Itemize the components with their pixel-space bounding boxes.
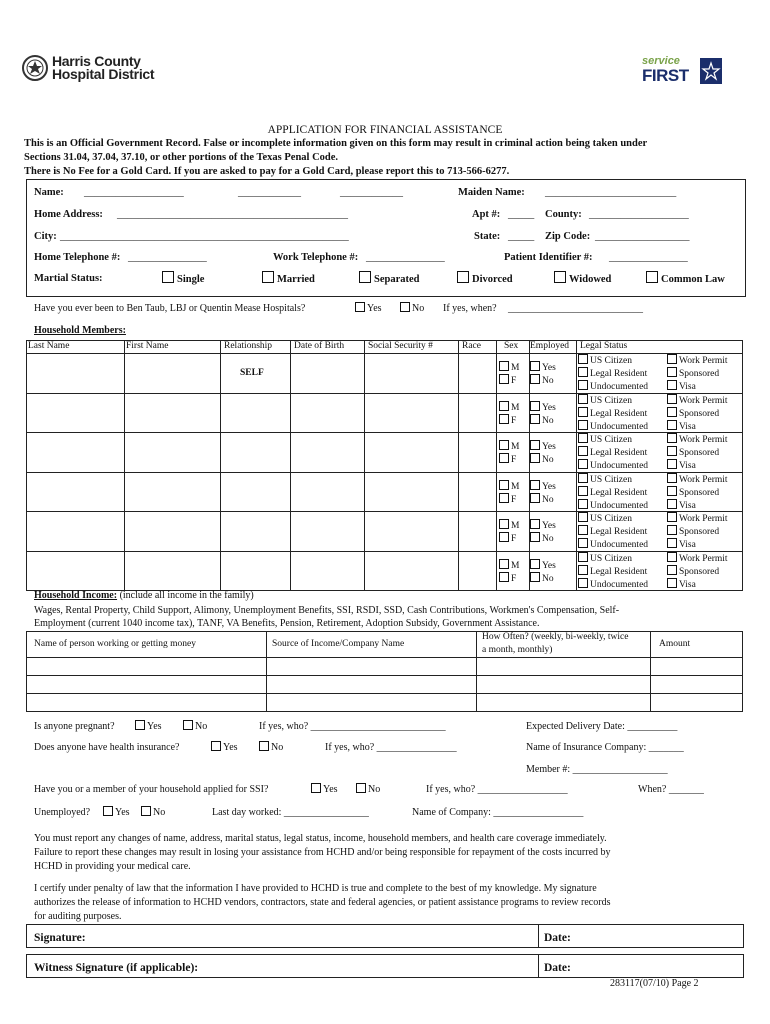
checkbox-icon[interactable] — [141, 806, 151, 816]
marital-widowed-option[interactable]: Widowed — [554, 271, 611, 285]
notice-line-1: This is an Official Government Record. False or incomplete information given on this form may result in criminal action being taken under — [24, 138, 648, 149]
checkbox-icon[interactable] — [499, 572, 509, 582]
checkbox-icon[interactable] — [530, 519, 540, 529]
sex-option-f[interactable]: F — [499, 453, 516, 465]
checkbox-icon[interactable] — [667, 459, 677, 469]
sex-option-f[interactable]: F — [499, 532, 516, 544]
checkbox-icon[interactable] — [578, 486, 588, 496]
legal-status-option[interactable]: US Citizen — [578, 512, 632, 524]
legal-status-option[interactable]: Undocumented — [578, 578, 648, 590]
report-changes-line-1: You must report any changes of name, address, marital status, legal status, income, household members, and health care coverage immediately. — [34, 833, 607, 844]
checkbox-icon[interactable] — [499, 519, 509, 529]
legal-status-option[interactable]: Undocumented — [578, 380, 648, 392]
legal-status-option[interactable]: Sponsored — [667, 525, 719, 537]
checkbox-icon[interactable] — [578, 525, 588, 535]
county-label: County: — [545, 209, 582, 220]
household-column-header: Last Name — [28, 341, 70, 351]
state-label: State: — [474, 231, 501, 242]
checkbox-icon[interactable] — [499, 493, 509, 503]
checkbox-icon[interactable] — [667, 525, 677, 535]
checkbox-icon[interactable] — [262, 271, 274, 283]
checkbox-icon[interactable] — [578, 354, 588, 364]
legal-status-option[interactable]: Work Permit — [667, 394, 728, 406]
employed-option-yes[interactable]: Yes — [530, 401, 556, 413]
checkbox-icon[interactable] — [499, 361, 509, 371]
certify-line-2: authorizes the release of information to HCHD vendors, contractors, state and federal agencies, or patient assistance programs to review records — [34, 897, 611, 908]
service-first-logo — [642, 55, 724, 87]
income-row[interactable] — [26, 657, 742, 675]
marital-status-label: Martial Status: — [34, 273, 103, 284]
service-word: service — [642, 55, 680, 67]
sex-option-f[interactable]: F — [499, 374, 516, 386]
checkbox-icon[interactable] — [667, 512, 677, 522]
checkbox-icon[interactable] — [259, 741, 269, 751]
household-members-heading: Household Members: — [34, 325, 126, 336]
checkbox-icon[interactable] — [359, 271, 371, 283]
insurance-who-field[interactable]: If yes, who? ________________ — [325, 742, 457, 753]
checkbox-icon[interactable] — [667, 367, 677, 377]
apt-field[interactable]: _____ — [508, 209, 535, 220]
state-field[interactable]: _____ — [508, 231, 535, 242]
checkbox-icon[interactable] — [667, 407, 677, 417]
member-number-field[interactable]: Member #: ___________________ — [526, 764, 668, 775]
legal-status-option[interactable]: Undocumented — [578, 459, 648, 471]
unemployed-no-option[interactable]: No — [141, 806, 165, 818]
certify-line-3: for auditing purposes. — [34, 911, 122, 922]
employed-option-yes[interactable]: Yes — [530, 361, 556, 373]
checkbox-icon[interactable] — [211, 741, 221, 751]
form-number-footer: 283117(07/10) Page 2 — [610, 978, 699, 989]
sex-option-f[interactable]: F — [499, 414, 516, 426]
legal-status-option[interactable]: Legal Resident — [578, 486, 647, 498]
checkbox-icon[interactable] — [578, 459, 588, 469]
checkbox-icon[interactable] — [530, 453, 540, 463]
county-seal-icon — [22, 55, 48, 81]
checkbox-icon[interactable] — [183, 720, 193, 730]
checkbox-icon[interactable] — [667, 394, 677, 404]
checkbox-icon[interactable] — [530, 493, 540, 503]
checkbox-icon[interactable] — [499, 401, 509, 411]
checkbox-icon[interactable] — [667, 486, 677, 496]
employed-option-no[interactable]: No — [530, 414, 554, 426]
self-label: SELF — [240, 368, 264, 378]
home-phone-field[interactable]: _______________ — [128, 252, 207, 263]
household-column-header: Race — [462, 341, 481, 351]
legal-status-option[interactable]: Visa — [667, 380, 696, 392]
checkbox-icon[interactable] — [667, 380, 677, 390]
employed-option-no[interactable]: No — [530, 453, 554, 465]
report-changes-line-3: HCHD in providing your medical care. — [34, 861, 191, 872]
home-address-field[interactable]: ____________________________________________ — [117, 209, 348, 220]
checkbox-icon[interactable] — [578, 538, 588, 548]
checkbox-icon[interactable] — [530, 572, 540, 582]
ssi-no-option[interactable]: No — [356, 783, 380, 795]
legal-status-option[interactable]: US Citizen — [578, 552, 632, 564]
legal-status-option[interactable]: Work Permit — [667, 433, 728, 445]
household-column-header: Employed — [530, 341, 570, 351]
notice-line-3: There is No Fee for a Gold Card. If you are asked to pay for a Gold Card, please report this to 713-566-6277. — [24, 166, 510, 177]
unemployed-question: Unemployed? — [34, 807, 91, 818]
employed-option-no[interactable]: No — [530, 532, 554, 544]
legal-status-option[interactable]: Legal Resident — [578, 407, 647, 419]
pregnant-no-option[interactable]: No — [183, 720, 207, 732]
checkbox-icon[interactable] — [530, 374, 540, 384]
checkbox-icon[interactable] — [667, 552, 677, 562]
household-column-header: First Name — [126, 341, 169, 351]
checkbox-icon[interactable] — [499, 414, 509, 424]
middle-name-field[interactable]: ____________ — [340, 187, 403, 198]
checkbox-icon[interactable] — [499, 480, 509, 490]
checkbox-icon[interactable] — [667, 565, 677, 575]
checkbox-icon[interactable] — [578, 394, 588, 404]
household-column-header: Sex — [504, 341, 519, 351]
last-name-field[interactable]: ___________________ — [84, 187, 184, 198]
checkbox-icon[interactable] — [311, 783, 321, 793]
ssi-when-field[interactable]: When? _______ — [638, 784, 704, 795]
home-phone-label: Home Telephone #: — [34, 252, 121, 263]
checkbox-icon[interactable] — [530, 401, 540, 411]
income-column-header: Source of Income/Company Name — [272, 639, 405, 649]
checkbox-icon[interactable] — [578, 433, 588, 443]
hchd-logo — [22, 55, 154, 81]
employed-option-yes[interactable]: Yes — [530, 440, 556, 452]
checkbox-icon[interactable] — [578, 420, 588, 430]
checkbox-icon[interactable] — [135, 720, 145, 730]
employed-option-yes[interactable]: Yes — [530, 519, 556, 531]
checkbox-icon[interactable] — [578, 499, 588, 509]
legal-status-option[interactable]: Undocumented — [578, 499, 648, 511]
checkbox-icon[interactable] — [667, 538, 677, 548]
sex-option-m[interactable]: M — [499, 361, 519, 373]
legal-status-option[interactable]: Sponsored — [667, 486, 719, 498]
checkbox-icon[interactable] — [578, 446, 588, 456]
hospital-when-label: If yes, when? — [443, 303, 497, 314]
insurance-no-option[interactable]: No — [259, 741, 283, 753]
marital-married-option[interactable]: Married — [262, 271, 315, 285]
income-column-header: Amount — [659, 639, 691, 649]
legal-status-option[interactable]: US Citizen — [578, 473, 632, 485]
first-word: FIRST — [642, 66, 689, 85]
witness-date-label: Date: — [544, 962, 571, 974]
hospital-when-field[interactable]: ___________________________ — [508, 303, 643, 314]
form-title: APPLICATION FOR FINANCIAL ASSISTANCE — [267, 124, 503, 136]
signature-date-label: Date: — [544, 932, 571, 944]
county-field[interactable]: ___________________ — [589, 209, 689, 220]
home-address-label: Home Address: — [34, 209, 103, 220]
income-column-header: Name of person working or getting money — [34, 639, 196, 649]
legal-status-option[interactable]: US Citizen — [578, 354, 632, 366]
household-column-header: Legal Status — [580, 341, 628, 351]
unemployed-yes-option[interactable]: Yes — [103, 806, 130, 818]
city-field[interactable]: _______________________________________________________ — [60, 231, 349, 242]
household-income-heading: Household Income: (include all income in the family) — [34, 590, 254, 601]
star-icon — [700, 58, 722, 84]
legal-status-option[interactable]: Sponsored — [667, 407, 719, 419]
checkbox-icon[interactable] — [578, 367, 588, 377]
income-column-header: a month, monthly) — [482, 645, 553, 655]
pregnant-question: Is anyone pregnant? — [34, 721, 115, 732]
checkbox-icon[interactable] — [162, 271, 174, 283]
legal-status-option[interactable]: Visa — [667, 499, 696, 511]
hospital-no-option[interactable]: No — [400, 302, 424, 314]
signature-label: Signature: — [34, 932, 86, 944]
marital-separated-option[interactable]: Separated — [359, 271, 420, 285]
apt-label: Apt #: — [472, 209, 501, 220]
checkbox-icon[interactable] — [667, 354, 677, 364]
legal-status-option[interactable]: Legal Resident — [578, 446, 647, 458]
maiden-name-label: Maiden Name: — [458, 187, 525, 198]
checkbox-icon[interactable] — [578, 552, 588, 562]
checkbox-icon[interactable] — [667, 446, 677, 456]
household-column-header: Social Security # — [368, 341, 433, 351]
sex-option-m[interactable]: M — [499, 559, 519, 571]
legal-status-option[interactable]: Sponsored — [667, 367, 719, 379]
household-column-header: Date of Birth — [294, 341, 345, 351]
patient-id-label: Patient Identifier #: — [504, 252, 593, 263]
legal-status-option[interactable]: Undocumented — [578, 420, 648, 432]
hospital-question: Have you ever been to Ben Taub, LBJ or Quentin Mease Hospitals? — [34, 303, 306, 314]
sex-option-m[interactable]: M — [499, 440, 519, 452]
marital-common-law-option[interactable]: Common Law — [646, 271, 725, 285]
work-phone-label: Work Telephone #: — [273, 252, 359, 263]
income-description-1: Wages, Rental Property, Child Support, Alimony, Unemployment Benefits, SSI, RSDI, SSD, Cash Contributions, Workmen's Compensation, Self- — [34, 605, 620, 616]
checkbox-icon[interactable] — [530, 440, 540, 450]
pregnant-who-field[interactable]: If yes, who? ___________________________ — [259, 721, 446, 732]
income-row[interactable] — [26, 675, 742, 693]
employed-option-no[interactable]: No — [530, 572, 554, 584]
report-changes-line-2: Failure to report these changes may result in losing your assistance from HCHD and/or being responsible for repayment of the costs incurred by — [34, 847, 611, 858]
sex-option-f[interactable]: F — [499, 493, 516, 505]
checkbox-icon[interactable] — [578, 578, 588, 588]
witness-signature-label: Witness Signature (if applicable): — [34, 962, 199, 974]
household-column-header: Relationship — [224, 341, 273, 351]
legal-status-option[interactable]: Sponsored — [667, 565, 719, 577]
maiden-name-field[interactable]: _________________________ — [545, 187, 677, 198]
certify-line-1: I certify under penalty of law that the information I have provided to HCHD is true and complete to the best of my knowledge. My signature — [34, 883, 597, 894]
checkbox-icon[interactable] — [667, 578, 677, 588]
company-name-field[interactable]: Name of Company: __________________ — [412, 807, 584, 818]
checkbox-icon[interactable] — [530, 414, 540, 424]
ssi-yes-option[interactable]: Yes — [311, 783, 338, 795]
checkbox-icon[interactable] — [667, 420, 677, 430]
sex-option-m[interactable]: M — [499, 519, 519, 531]
checkbox-icon[interactable] — [554, 271, 566, 283]
checkbox-icon[interactable] — [578, 407, 588, 417]
legal-status-option[interactable]: Legal Resident — [578, 565, 647, 577]
checkbox-icon[interactable] — [499, 559, 509, 569]
sex-option-m[interactable]: M — [499, 401, 519, 413]
insurance-yes-option[interactable]: Yes — [211, 741, 238, 753]
legal-status-option[interactable]: Work Permit — [667, 473, 728, 485]
zip-field[interactable]: __________________ — [595, 231, 690, 242]
pregnant-yes-option[interactable]: Yes — [135, 720, 162, 732]
logo-line-1: Harris County — [52, 53, 141, 69]
checkbox-icon[interactable] — [530, 559, 540, 569]
delivery-date-field[interactable]: Expected Delivery Date: __________ — [526, 721, 678, 732]
checkbox-icon[interactable] — [578, 473, 588, 483]
checkbox-icon[interactable] — [646, 271, 658, 283]
patient-id-field[interactable]: _______________ — [609, 252, 688, 263]
checkbox-icon[interactable] — [667, 433, 677, 443]
checkbox-icon[interactable] — [499, 374, 509, 384]
ssi-who-field[interactable]: If yes, who? __________________ — [426, 784, 568, 795]
legal-status-option[interactable]: Undocumented — [578, 538, 648, 550]
employed-option-yes[interactable]: Yes — [530, 480, 556, 492]
checkbox-icon[interactable] — [530, 532, 540, 542]
legal-status-option[interactable]: Sponsored — [667, 446, 719, 458]
checkbox-icon[interactable] — [578, 380, 588, 390]
zip-label: Zip Code: — [545, 231, 591, 242]
checkbox-icon[interactable] — [667, 499, 677, 509]
sex-option-m[interactable]: M — [499, 480, 519, 492]
legal-status-option[interactable]: Legal Resident — [578, 367, 647, 379]
insurance-question: Does anyone have health insurance? — [34, 742, 180, 753]
legal-status-option[interactable]: Work Permit — [667, 512, 728, 524]
signature-box[interactable] — [26, 924, 744, 948]
city-label: City: — [34, 231, 57, 242]
hospital-yes-option[interactable]: Yes — [355, 302, 382, 314]
name-label: Name: — [34, 187, 64, 198]
marital-single-option[interactable]: Single — [162, 271, 204, 285]
legal-status-option[interactable]: Work Permit — [667, 552, 728, 564]
sex-option-f[interactable]: F — [499, 572, 516, 584]
checkbox-icon[interactable] — [356, 783, 366, 793]
checkbox-icon[interactable] — [103, 806, 113, 816]
checkbox-icon[interactable] — [499, 453, 509, 463]
checkbox-icon[interactable] — [530, 361, 540, 371]
checkbox-icon[interactable] — [400, 302, 410, 312]
legal-status-option[interactable]: US Citizen — [578, 394, 632, 406]
legal-status-option[interactable]: Legal Resident — [578, 525, 647, 537]
logo-line-2: Hospital District — [52, 66, 155, 82]
legal-status-option[interactable]: Work Permit — [667, 354, 728, 366]
checkbox-icon[interactable] — [499, 440, 509, 450]
notice-line-2: Sections 31.04, 37.04, 37.10, or other portions of the Texas Penal Code. — [24, 152, 339, 163]
employed-option-yes[interactable]: Yes — [530, 559, 556, 571]
checkbox-icon[interactable] — [355, 302, 365, 312]
income-row[interactable] — [26, 693, 742, 711]
income-description-2: Employment (current 1040 income tax), TANF, VA Benefits, Pension, Retirement, Adoption Subsidy, Government Assistance. — [34, 618, 540, 629]
checkbox-icon[interactable] — [578, 565, 588, 575]
last-day-worked-field[interactable]: Last day worked: _________________ — [212, 807, 369, 818]
checkbox-icon[interactable] — [667, 473, 677, 483]
legal-status-option[interactable]: Visa — [667, 538, 696, 550]
checkbox-icon[interactable] — [457, 271, 469, 283]
employed-option-no[interactable]: No — [530, 374, 554, 386]
first-name-field[interactable]: ____________ — [238, 187, 301, 198]
insurance-company-field[interactable]: Name of Insurance Company: _______ — [526, 742, 684, 753]
checkbox-icon[interactable] — [499, 532, 509, 542]
checkbox-icon[interactable] — [578, 512, 588, 522]
ssi-question: Have you or a member of your household applied for SSI? — [34, 784, 269, 795]
legal-status-option[interactable]: Visa — [667, 420, 696, 432]
legal-status-option[interactable]: US Citizen — [578, 433, 632, 445]
legal-status-option[interactable]: Visa — [667, 578, 696, 590]
checkbox-icon[interactable] — [530, 480, 540, 490]
work-phone-field[interactable]: _______________ — [366, 252, 445, 263]
legal-status-option[interactable]: Visa — [667, 459, 696, 471]
income-column-header: How Often? (weekly, bi-weekly, twice — [482, 632, 629, 642]
marital-divorced-option[interactable]: Divorced — [457, 271, 513, 285]
employed-option-no[interactable]: No — [530, 493, 554, 505]
